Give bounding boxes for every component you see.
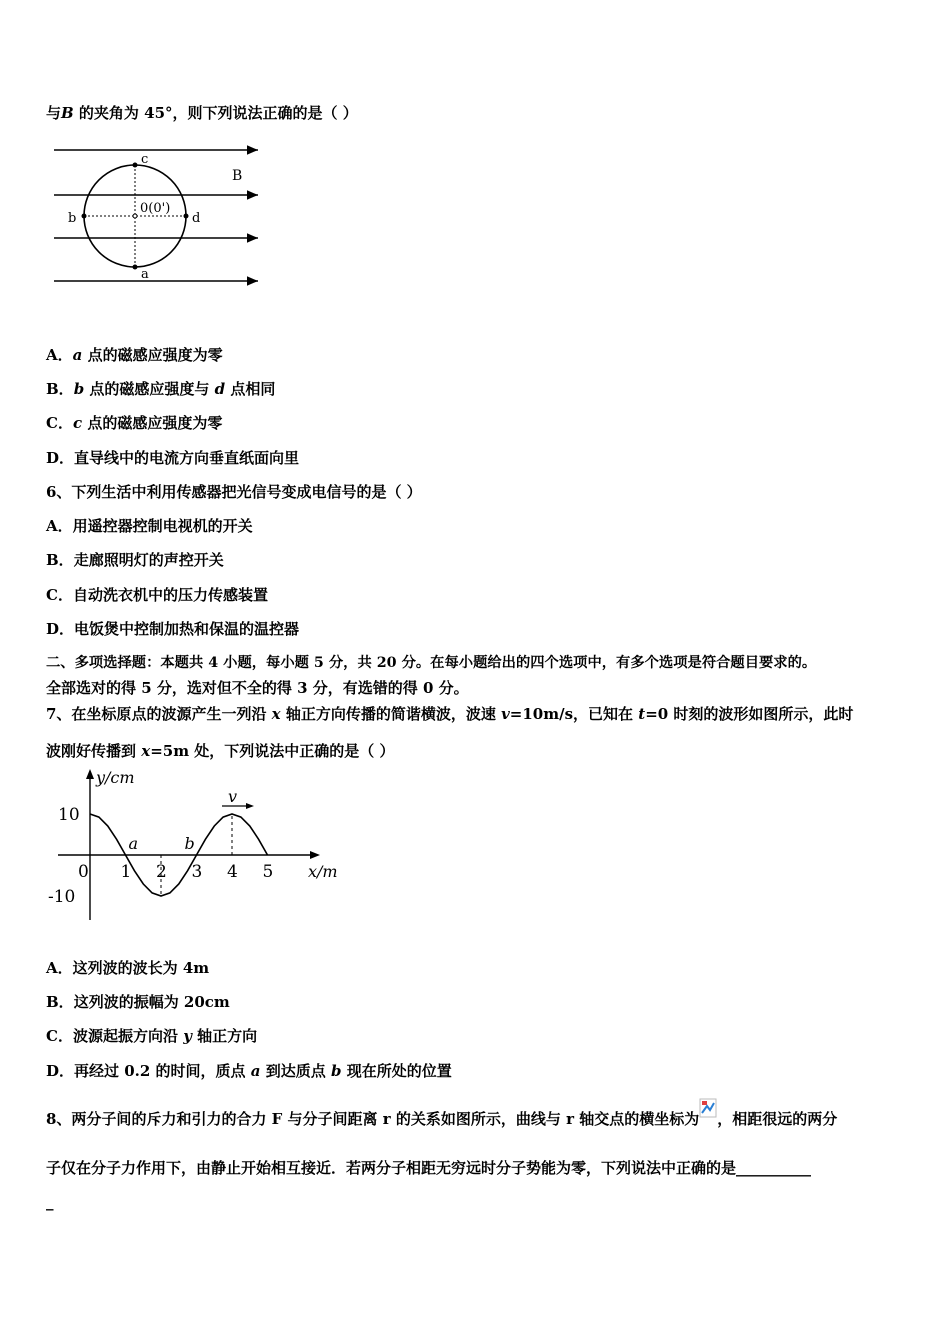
point-c: c [141, 152, 149, 167]
q7-stem-line1: 7、在坐标原点的波源产生一列沿 x 轴正方向传播的简谐横波，波速 v=10m/s，已知在 t=0 时刻的波形如图所示，此时 [46, 705, 854, 723]
wave-annotations [129, 787, 255, 853]
q7-wave-chart [40, 765, 350, 925]
q5-option-d[interactable]: D．直导线中的电流方向垂直纸面向里 [46, 449, 300, 467]
q7-option-c[interactable]: C．波源起振方向沿 y 轴正方向 [46, 1027, 258, 1045]
center-label: 0(0') [140, 201, 171, 216]
q6-option-a[interactable]: A．用遥控器控制电视机的开关 [46, 517, 253, 535]
q7-option-b[interactable]: B．这列波的振幅为 20cm [46, 993, 230, 1011]
x-tick-label: 3 [191, 862, 203, 882]
q5-magnetic-field-figure [46, 140, 276, 290]
q7-option-a[interactable]: A．这列波的波长为 4m [46, 959, 210, 977]
velocity-arrowhead [246, 803, 254, 809]
point-a: a [141, 267, 149, 282]
point-b: b [68, 211, 77, 226]
q8-stem-line3: _ [46, 1193, 54, 1211]
q5-stem: 与B 的夹角为 45°，则下列说法正确的是（ ） [46, 104, 358, 122]
x-axis-label: x/m [308, 862, 338, 881]
q8-stem-line1: 8、两分子间的斥力和引力的合力 F 与分子间距离 r 的关系如图所示，曲线与 r 轴交点的横坐标为 ，相距很远的两分 [46, 1106, 837, 1129]
x-tick-label: 4 [227, 862, 238, 882]
x-tick-label: 5 [262, 862, 274, 882]
x-axis-arrow [310, 851, 320, 859]
field-label-B: B [232, 168, 243, 184]
q5-option-a[interactable]: A．a 点的磁感应强度为零 [46, 346, 223, 364]
q6-option-c[interactable]: C．自动洗衣机中的压力传感装置 [46, 586, 268, 604]
q6-option-b[interactable]: B．走廊照明灯的声控开关 [46, 551, 224, 569]
x-tick-label: 2 [156, 862, 167, 882]
q6-option-d[interactable]: D．电饭煲中控制加热和保温的温控器 [46, 620, 300, 638]
q5-option-b[interactable]: B．b 点的磁感应强度与 d 点相同 [46, 380, 276, 398]
y-axis-arrow [86, 769, 94, 779]
x-tick-label: 0 [78, 862, 89, 882]
wave-ticks [48, 805, 273, 907]
section2-line1: 二、多项选择题：本题共 4 小题，每小题 5 分，共 20 分。在每小题给出的四个选项中，有多个选项是符合题目要求的。 [46, 655, 817, 671]
y-tick-label: -10 [48, 887, 76, 907]
velocity-label: v [228, 787, 238, 806]
q7-option-d[interactable]: D．再经过 0.2 的时间，质点 a 到达质点 b 现在所处的位置 [46, 1062, 452, 1080]
broken-image-icon [699, 1098, 717, 1118]
q8-stem-line2: 子仅在分子力作用下，由静止开始相互接近．若两分子相距无穷远时分子势能为零，下列说法中正确的是__________ [46, 1159, 812, 1177]
x-tick-label: 1 [120, 862, 132, 882]
point-b-label: b [184, 834, 195, 853]
point-d: d [192, 211, 201, 226]
q5-option-c[interactable]: C．c 点的磁感应强度为零 [46, 414, 223, 432]
wave-axes [58, 768, 338, 920]
point-a-label: a [128, 834, 139, 853]
q7-stem-line2: 波刚好传播到 x=5m 处，下列说法中正确的是（ ） [46, 742, 395, 760]
q6-stem: 6、下列生活中利用传感器把光信号变成电信号的是（ ） [46, 483, 422, 501]
section2-line2: 全部选对的得 5 分，选对但不全的得 3 分，有选错的得 0 分。 [46, 679, 469, 697]
y-axis-label: y/cm [96, 768, 135, 787]
y-tick-label: 10 [58, 805, 80, 825]
